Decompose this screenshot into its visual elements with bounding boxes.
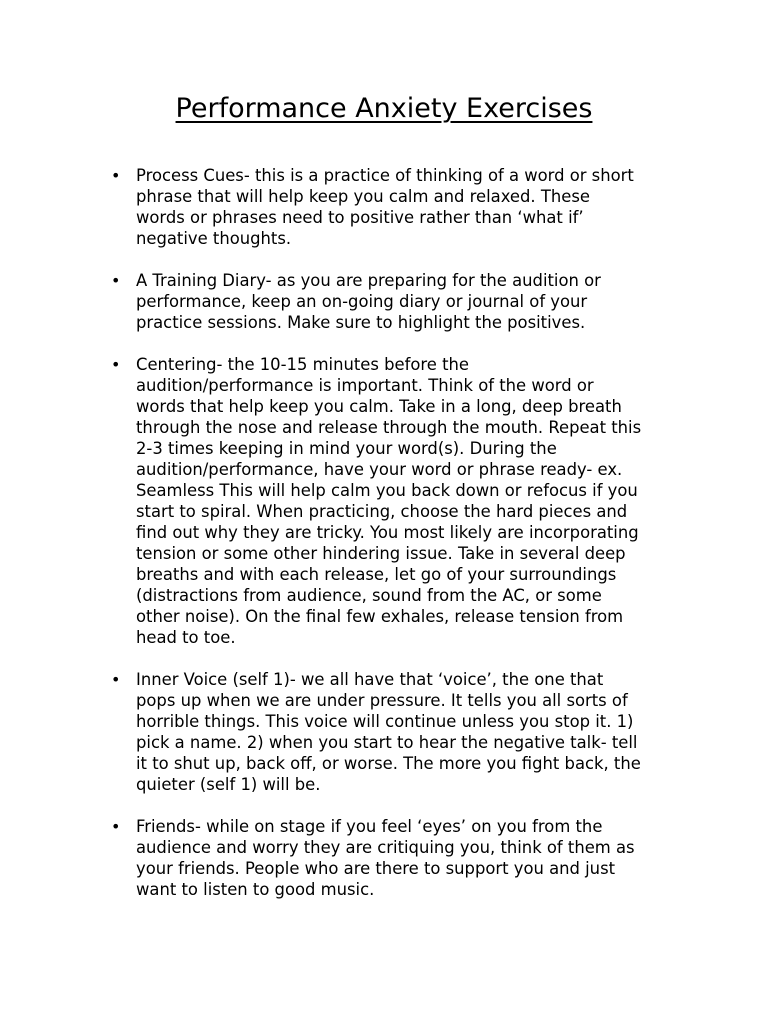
list-item-text: Friends- while on stage if you feel ‘eyes’ on you from the audience and worry they are critiquing you, think of them as your friends. People who are there to support you and just want to listen to good music. [136, 817, 635, 899]
list-item-text: Process Cues- this is a practice of thinking of a word or short phrase that will help keep you calm and relaxed. These words or phrases need to positive rather than ‘what if’ negative thoughts. [136, 166, 634, 248]
list-item-centering [108, 354, 688, 648]
bullet-icon: • [111, 670, 121, 689]
list-item-friends [108, 816, 688, 900]
bullet-icon: • [111, 271, 121, 290]
list-item-training-diary [108, 270, 688, 333]
list-item-process-cues [108, 165, 688, 249]
list-item-inner-voice [108, 669, 688, 795]
list-item-text: A Training Diary- as you are preparing for the audition or performance, keep an on-going diary or journal of your practice sessions. Make sure to highlight the positives. [136, 271, 601, 332]
list-item-text: Inner Voice (self 1)- we all have that ‘voice’, the one that pops up when we are under pressure. It tells you all sorts of horrible things. This voice will continue unless you stop it. 1) pick a name. 2) when you start to hear the negative talk- tell it to shut up, back off, or worse. The more you fight back, the quieter (self 1) will be. [136, 670, 641, 794]
list-item-text: Centering- the 10-15 minutes before the audition/performance is important. Think of the word or words that help keep you calm. Take in a long, deep breath through the nose and release through the mouth. Repeat this 2-3 times keeping in mind your word(s). During the audition/performance, have your word or phrase ready- ex. Seamless This will help calm you back down or refocus if you start to spiral. When practicing, choose the hard pieces and find out why they are tricky. You most likely are incorporating tension or some other hindering issue. Take in several deep breaths and with each release, let go of your surroundings (distractions from audience, sound from the AC, or some other noise). On the final few exhales, release tension from head to toe. [136, 355, 642, 647]
bullet-icon: • [111, 817, 121, 836]
page-title: Performance Anxiety Exercises [175, 93, 593, 124]
bullet-icon: • [111, 355, 121, 374]
bullet-icon: • [111, 166, 121, 185]
exercise-list [108, 165, 688, 921]
